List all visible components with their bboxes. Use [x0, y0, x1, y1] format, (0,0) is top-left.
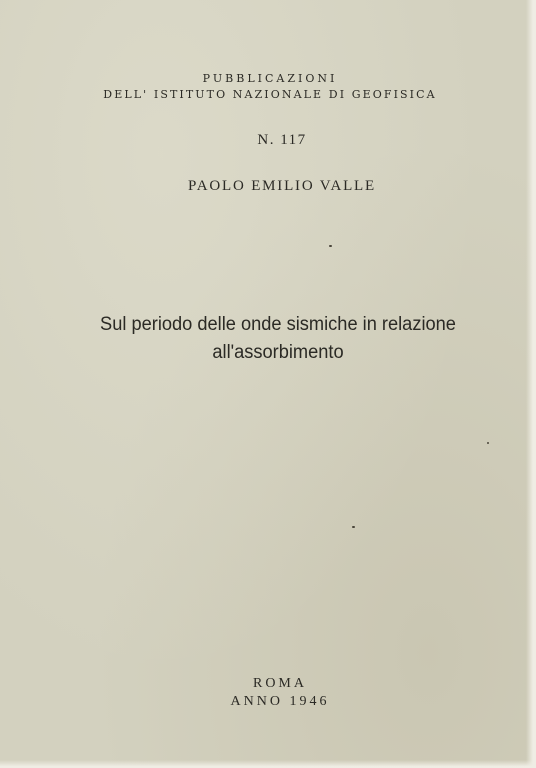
paper-edge-right — [526, 0, 536, 768]
publication-year: ANNO 1946 — [230, 694, 330, 709]
document-title-line-1: Sul periodo delle onde sismiche in relazione — [100, 314, 456, 335]
institute-name: DELL' ISTITUTO NAZIONALE DI GEOFISICA — [103, 88, 437, 101]
series-title: PUBBLICAZIONI — [202, 72, 338, 85]
paper-speck — [487, 442, 489, 444]
publication-city: ROMA — [252, 676, 307, 691]
paper-speck — [352, 526, 355, 528]
document-title-line-2: all'assorbimento — [212, 342, 344, 363]
publication-number: N. 117 — [257, 132, 307, 148]
paper-speck — [329, 245, 332, 247]
author-name: PAOLO EMILIO VALLE — [188, 178, 376, 194]
paper-edge-bottom — [0, 760, 536, 768]
